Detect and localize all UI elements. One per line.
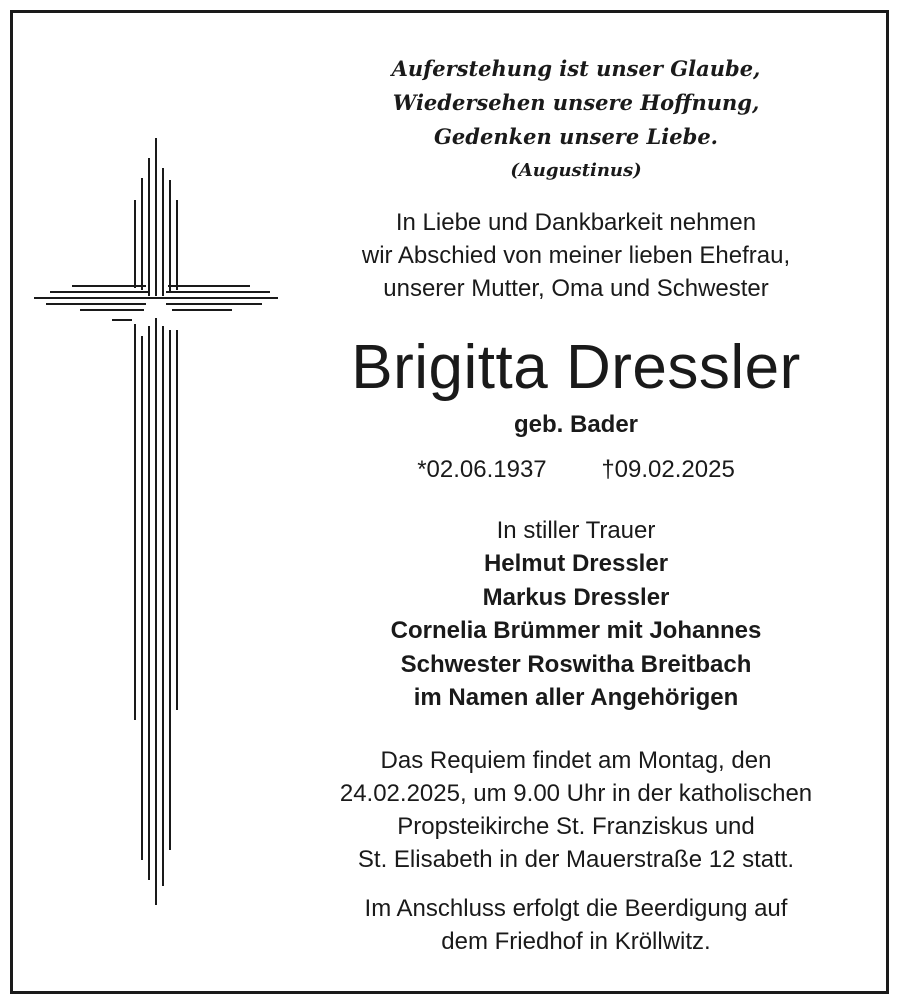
quote-author: (Augustinus)	[510, 160, 642, 181]
quote-line: Gedenken unsere Liebe.	[433, 124, 718, 149]
quote-block	[276, 52, 876, 188]
mourner-name: Cornelia Brümmer mit Johannes	[390, 617, 762, 644]
mourners-heading: In stiller Trauer	[496, 517, 656, 544]
intro-line: unserer Mutter, Oma und Schwester	[383, 275, 769, 302]
intro-block	[276, 206, 876, 305]
burial-block	[276, 892, 876, 958]
mourner-name: im Namen aller Angehörigen	[413, 684, 739, 711]
quote-line: Wiedersehen unsere Hoffnung,	[392, 90, 760, 115]
service-line: St. Elisabeth in der Mauerstraße 12 statt.	[357, 846, 795, 873]
mourner-name: Markus Dressler	[482, 583, 670, 611]
death-date: †09.02.2025	[601, 456, 735, 483]
service-line: Propsteikirche St. Franziskus und	[397, 813, 755, 840]
birth-date: *02.06.1937	[417, 456, 547, 483]
service-line: Das Requiem findet am Montag, den	[380, 747, 772, 774]
mourner-name: Schwester Roswitha Breitbach	[400, 650, 752, 678]
burial-line: dem Friedhof in Kröllwitz.	[441, 928, 711, 955]
service-line: 24.02.2025, um 9.00 Uhr in der katholischen	[339, 780, 813, 807]
intro-line: In Liebe und Dankbarkeit nehmen	[395, 209, 757, 236]
quote-line: Auferstehung ist unser Glaube,	[391, 56, 761, 81]
maiden-name: geb. Bader	[513, 411, 639, 438]
mourners-block	[276, 514, 876, 715]
service-block	[276, 744, 876, 876]
mourner-name: Helmut Dressler	[483, 550, 669, 577]
life-dates	[276, 456, 876, 484]
deceased-name: Brigitta Dressler	[351, 333, 801, 402]
burial-line: Im Anschluss erfolgt die Beerdigung auf	[364, 895, 788, 922]
intro-line: wir Abschied von meiner lieben Ehefrau,	[361, 242, 791, 269]
